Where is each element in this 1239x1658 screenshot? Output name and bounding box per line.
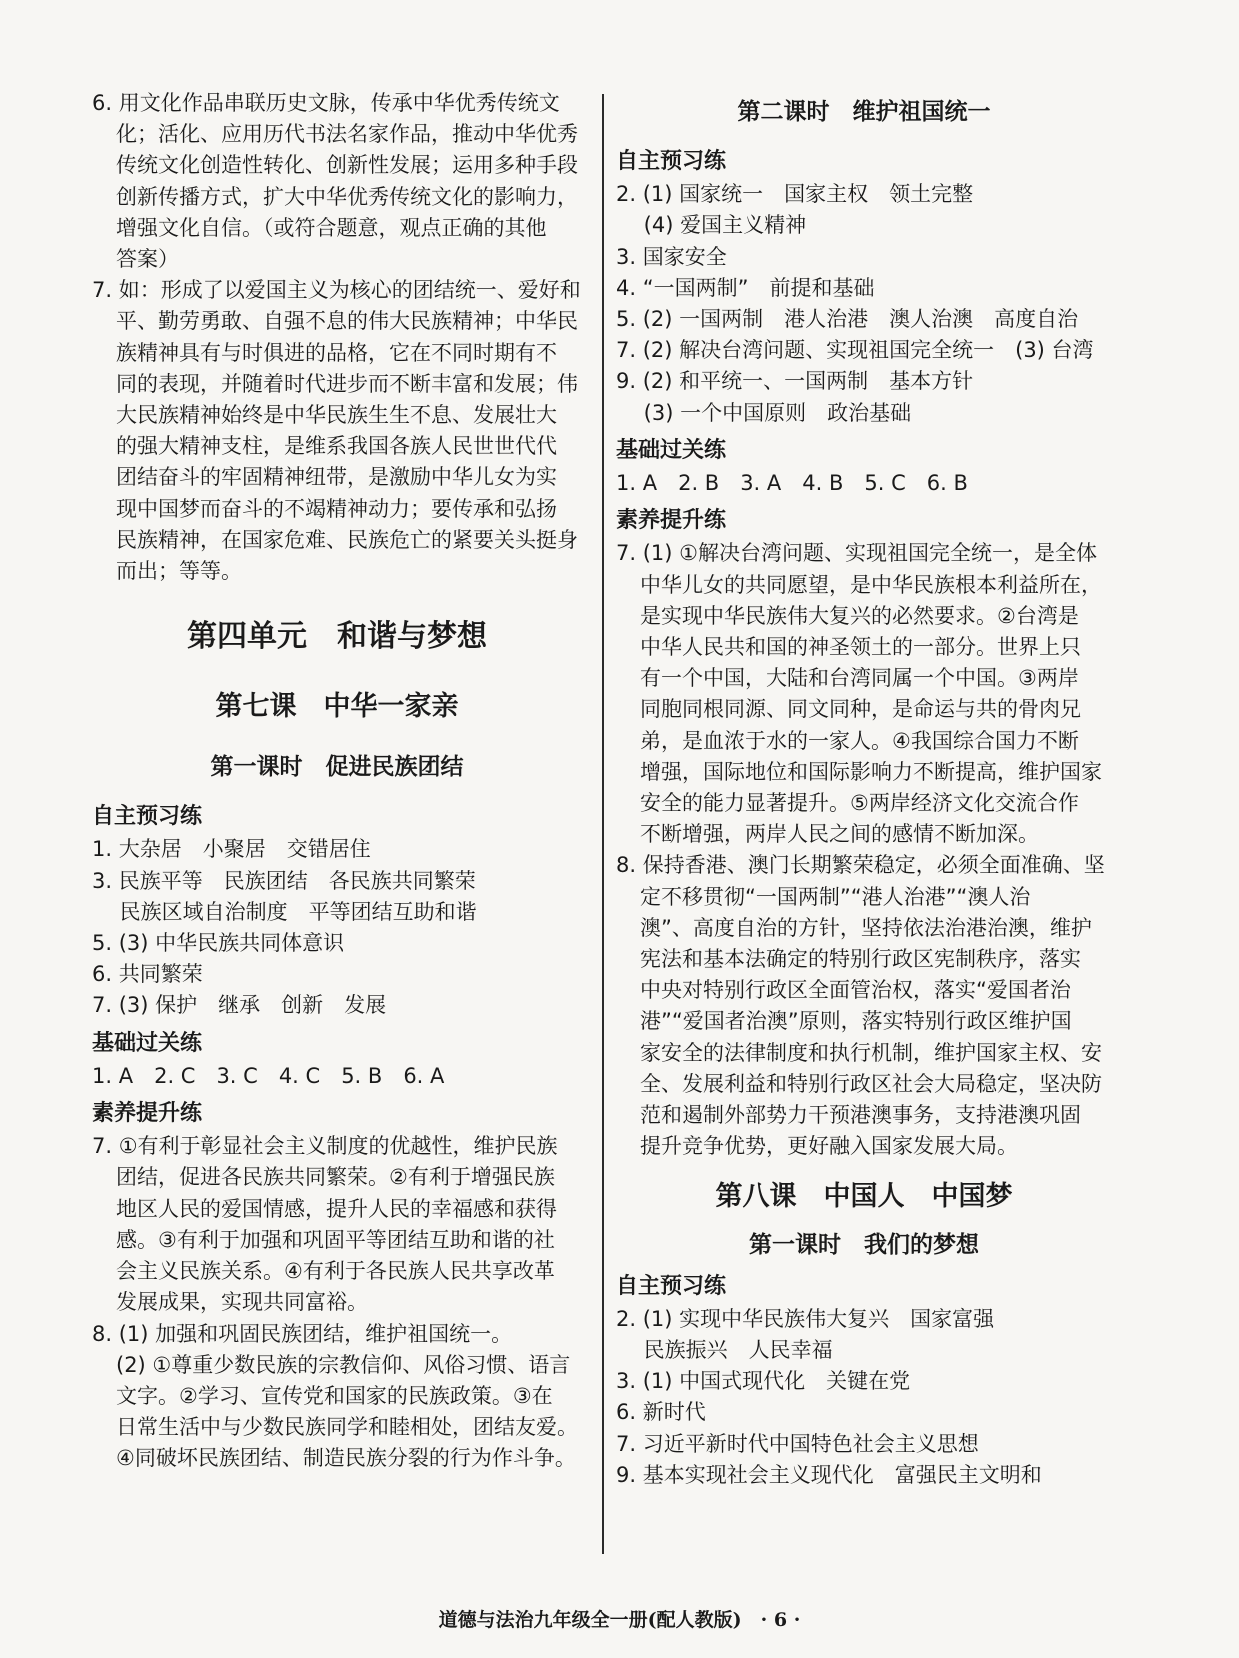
period-title: 第二课时 维护祖国统一 — [737, 98, 991, 125]
text-line: 传统文化创造性转化、创新性发展；运用多种手段 — [116, 153, 578, 178]
text-line: 大民族精神始终是中华民族生生不息、发展壮大 — [116, 403, 557, 428]
text-line: 民族精神，在国家危难、民族危亡的紧要关头挺身 — [116, 527, 578, 552]
text-line: 同的表现，并随着时代进步而不断丰富和发展；伟 — [116, 371, 578, 396]
text-line: ④同破坏民族团结、制造民族分裂的行为作斗争。 — [116, 1446, 576, 1471]
text-line: 港”“爱国者治澳”原则，落实特别行政区维护国 — [640, 1009, 1072, 1034]
text-line: 中华人民共和国的神圣领土的一部分。世界上只 — [640, 635, 1081, 660]
text-line: 2. (1) 国家统一 国家主权 领土完整 — [616, 182, 974, 207]
text-line: (2) ①尊重少数民族的宗教信仰、风俗习惯、语言 — [116, 1352, 571, 1377]
text-line: 文字。②学习、宣传党和国家的民族政策。③在 — [116, 1383, 553, 1408]
text-line: 3. 国家安全 — [616, 244, 727, 269]
text-line: 感。③有利于加强和巩固平等团结互助和谐的社 — [116, 1227, 555, 1252]
text-line: 5. (2) 一国两制 港人治港 澳人治澳 高度自治 — [616, 307, 1079, 332]
text-line: 6. 用文化作品串联历史文脉，传承中华优秀传统文 — [92, 91, 560, 115]
text-line: 现中国梦而奋斗的不竭精神动力；要传承和弘扬 — [116, 496, 557, 521]
unit-title: 第四单元 和谐与梦想 — [187, 619, 487, 655]
text-line: 7. 习近平新时代中国特色社会主义思想 — [616, 1431, 979, 1456]
text-line: 6. 共同繁荣 — [92, 962, 203, 987]
text-line: 会主义民族关系。④有利于各民族人民共享改革 — [116, 1259, 555, 1284]
text-line: 而出；等等。 — [116, 559, 242, 584]
text-line: 5. (3) 中华民族共同体意识 — [92, 931, 345, 956]
text-line: 1. 大杂居 小聚居 交错居住 — [92, 837, 371, 862]
text-line: 7. ①有利于彰显社会主义制度的优越性，维护民族 — [92, 1134, 558, 1159]
text-line: 民族振兴 人民幸福 — [616, 1337, 833, 1362]
text-line: 不断增强，两岸人民之间的感情不断加深。 — [640, 822, 1039, 847]
text-line: 是实现中华民族伟大复兴的必然要求。②台湾是 — [640, 603, 1079, 628]
lesson-title: 第七课 中华一家亲 — [215, 691, 459, 723]
text-line: 增强，国际地位和国际影响力不断提高，维护国家 — [640, 759, 1102, 784]
text-line: 7. 如：形成了以爱国主义为核心的团结统一、爱好和 — [92, 278, 581, 303]
text-line: 中华儿女的共同愿望，是中华民族根本利益所在， — [640, 572, 1102, 597]
column-divider — [602, 94, 604, 1554]
section-heading-improve: 素养提升练 — [616, 508, 727, 534]
answer-7-block — [92, 275, 582, 587]
section-heading-improve: 素养提升练 — [92, 1101, 203, 1127]
answer-6-block — [92, 88, 582, 275]
left-column — [92, 88, 582, 1475]
text-line: 同胞同根同源、同文同种，是命运与共的骨肉兄 — [640, 697, 1081, 722]
section-heading-preview: 自主预习练 — [616, 1273, 727, 1299]
text-line: 发展成果，实现共同富裕。 — [116, 1290, 368, 1315]
lesson-title: 第八课 中国人 中国梦 — [715, 1180, 1013, 1212]
text-line: 家安全的法律制度和执行机制，维护国家主权、安 — [640, 1040, 1102, 1065]
text-line: 地区人民的爱国情感，提升人民的幸福感和获得 — [116, 1196, 557, 1221]
text-line: 7. (2) 解决台湾问题、实现祖国完全统一 (3) 台湾 — [616, 338, 1094, 363]
text-line: 安全的能力显著提升。⑤两岸经济文化交流合作 — [640, 791, 1079, 816]
text-line: (4) 爱国主义精神 — [616, 213, 807, 238]
text-line: 团结，促进各民族共同繁荣。②有利于增强民族 — [116, 1165, 555, 1190]
text-line: 9. 基本实现社会主义现代化 富强民主文明和 — [616, 1462, 1042, 1487]
period-title: 第一课时 促进民族团结 — [210, 753, 464, 781]
text-line: 3. 民族平等 民族团结 各民族共同繁荣 — [92, 868, 476, 893]
text-line: 化；活化、应用历代书法名家作品，推动中华优秀 — [116, 122, 578, 147]
section-heading-preview: 自主预习练 — [616, 149, 727, 174]
text-line: (3) 一个中国原则 政治基础 — [616, 400, 912, 425]
basic-answers: 1. A 2. B 3. A 4. B 5. C 6. B — [616, 471, 968, 496]
text-line: 3. (1) 中国式现代化 关键在党 — [616, 1369, 911, 1394]
text-line: 范和遏制外部势力干预港澳事务，支持港澳巩固 — [640, 1103, 1081, 1128]
text-line: 7. (1) ①解决台湾问题、实现祖国完全统一，是全体 — [616, 541, 1097, 566]
text-line: 9. (2) 和平统一、一国两制 基本方针 — [616, 369, 974, 394]
text-line: 4. “一国两制” 前提和基础 — [616, 275, 875, 300]
text-line: 6. 新时代 — [616, 1400, 706, 1425]
text-line: 中央对特别行政区全面管治权，落实“爱国者治 — [640, 978, 1071, 1003]
section-heading-basic: 基础过关练 — [616, 437, 727, 463]
text-line: 8. (1) 加强和巩固民族团结，维护祖国统一。 — [92, 1321, 513, 1346]
basic-answers: 1. A 2. C 3. C 4. C 5. B 6. A — [92, 1063, 445, 1088]
text-line: 平、勤劳勇敢、自强不息的伟大民族精神；中华民 — [116, 309, 578, 334]
text-line: 弟，是血浓于水的一家人。④我国综合国力不断 — [640, 728, 1079, 753]
text-line: 团结奋斗的牢固精神纽带，是激励中华儿女为实 — [116, 465, 557, 490]
text-line: 族精神具有与时俱进的品格，它在不同时期有不 — [116, 340, 557, 365]
text-line: 宪法和基本法确定的特别行政区宪制秩序，落实 — [640, 947, 1081, 972]
period-title: 第一课时 我们的梦想 — [749, 1230, 979, 1258]
text-line: 8. 保持香港、澳门长期繁荣稳定，必须全面准确、坚 — [616, 853, 1105, 878]
text-line: 定不移贯彻“一国两制”“港人治港”“澳人治 — [640, 884, 1031, 909]
text-line: 增强文化自信。（或符合题意，观点正确的其他 — [116, 215, 547, 240]
page-footer: 道德与法治九年级全一册(配人教版) · 6 · — [438, 1609, 801, 1631]
section-heading-preview: 自主预习练 — [92, 804, 203, 830]
text-line: 民族区域自治制度 平等团结互助和谐 — [92, 899, 477, 924]
section-heading-basic: 基础过关练 — [92, 1030, 203, 1056]
text-line: 创新传播方式，扩大中华优秀传统文化的影响力， — [116, 184, 578, 209]
text-line: 答案） — [116, 247, 179, 272]
text-line: 的强大精神支柱，是维系我国各族人民世世代代 — [116, 434, 557, 459]
text-line: 澳”、高度自治的方针，坚持依法治港治澳，维护 — [640, 915, 1092, 940]
text-line: 全、发展利益和特别行政区社会大局稳定，坚决防 — [640, 1071, 1102, 1096]
text-line: 日常生活中与少数民族同学和睦相处，团结友爱。 — [116, 1415, 578, 1440]
text-line: 7. (3) 保护 继承 创新 发展 — [92, 993, 387, 1018]
text-line: 提升竞争优势，更好融入国家发展大局。 — [640, 1134, 1018, 1159]
text-line: 有一个中国，大陆和台湾同属一个中国。③两岸 — [640, 666, 1079, 691]
text-line: 2. (1) 实现中华民族伟大复兴 国家富强 — [616, 1306, 995, 1331]
right-column — [616, 88, 1112, 1491]
